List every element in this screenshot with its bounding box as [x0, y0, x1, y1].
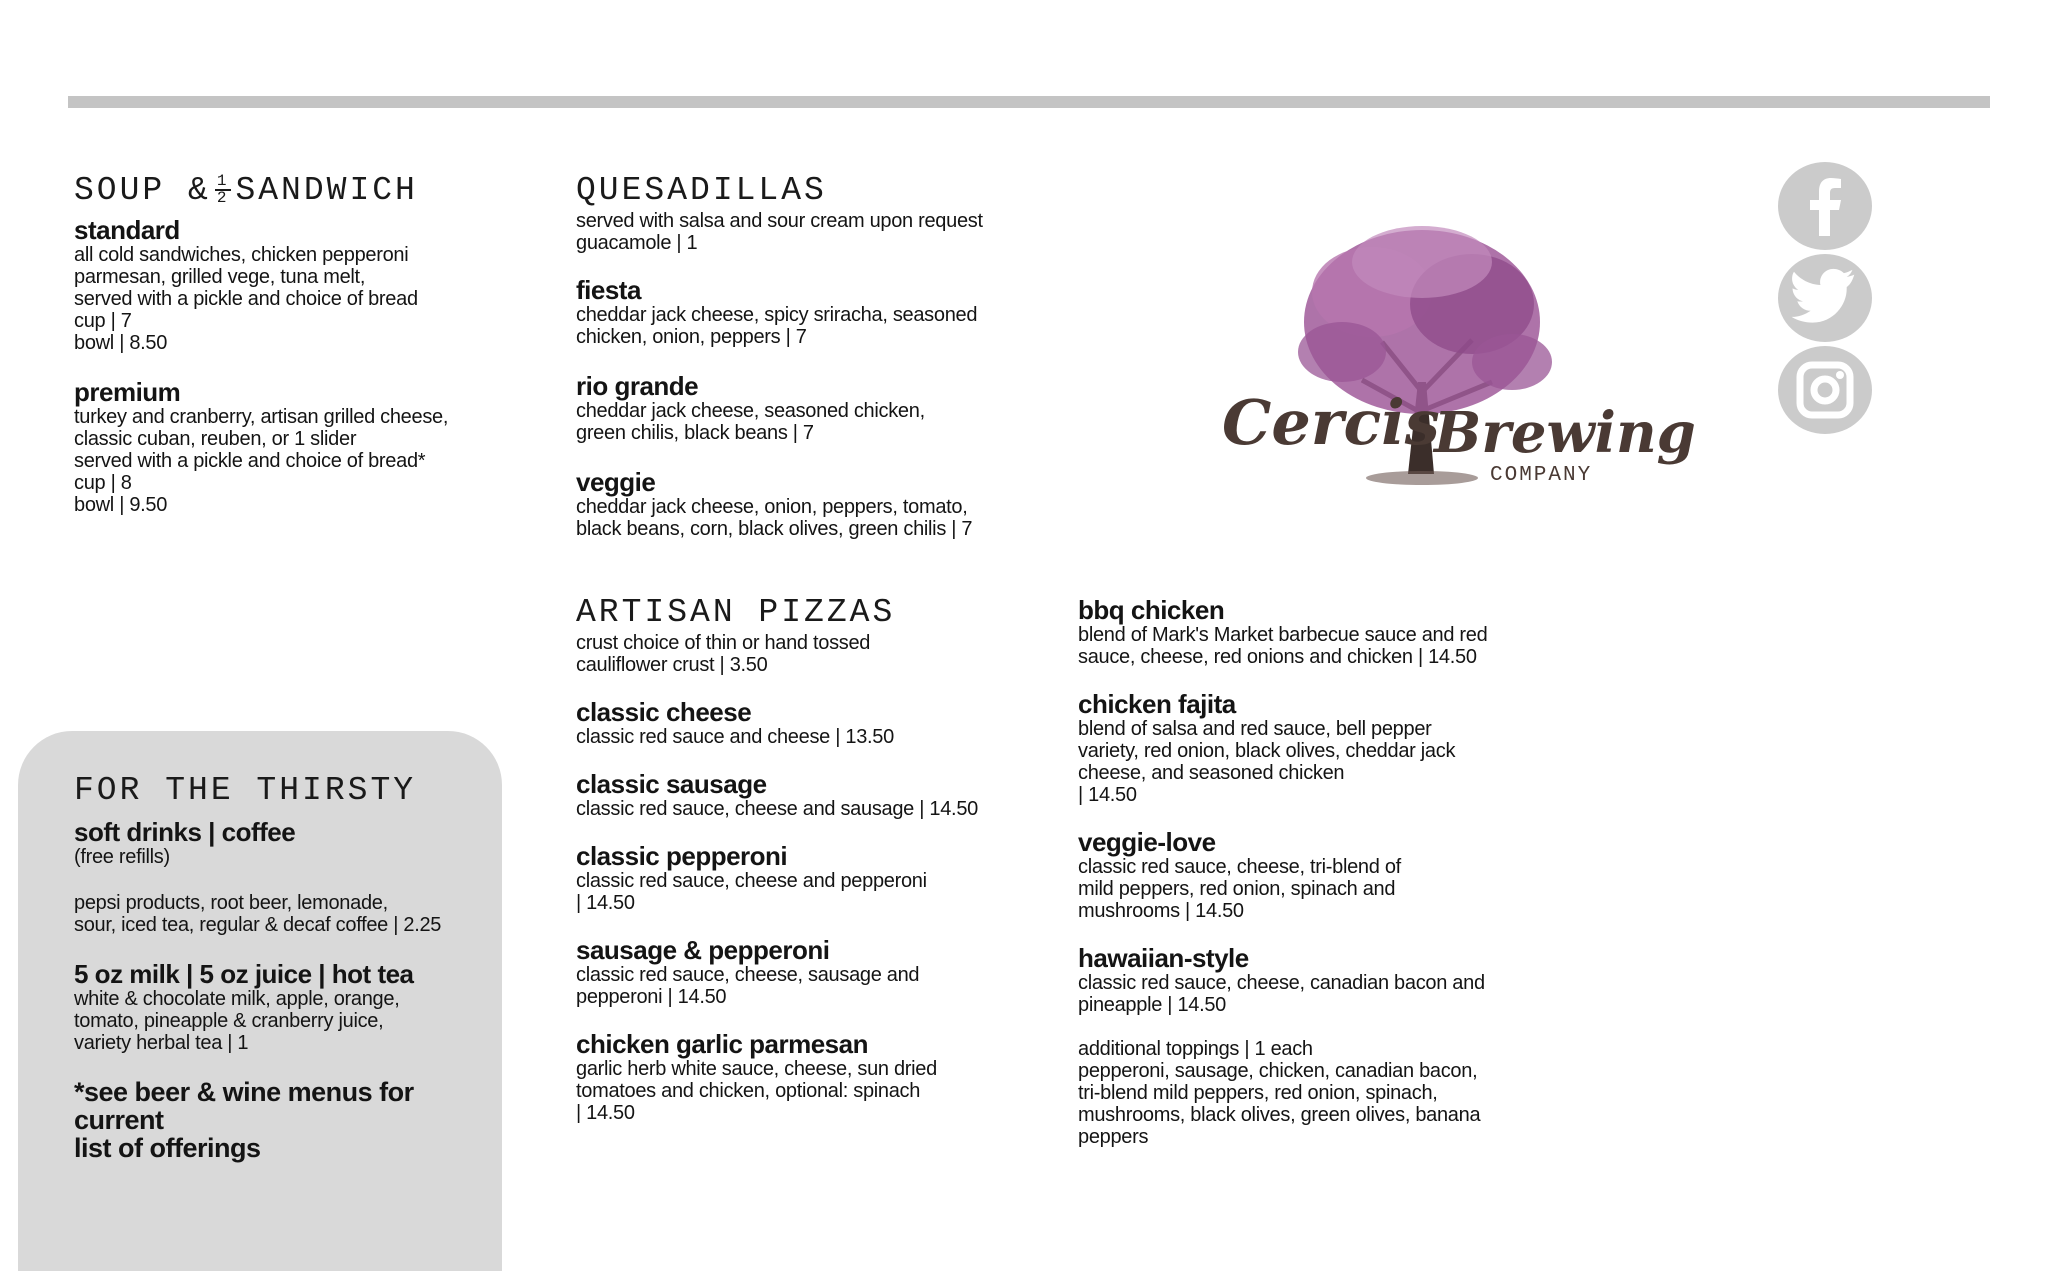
menu-item-name: chicken garlic parmesan	[576, 1029, 868, 1059]
menu-item	[74, 892, 504, 936]
facebook-icon	[1778, 162, 1872, 250]
text-line: list of offerings	[74, 1133, 261, 1163]
menu-item	[1078, 690, 1548, 806]
menu-item-description: pepperoni | 14.50	[576, 986, 727, 1008]
quesadillas-section	[576, 172, 1046, 564]
menu-item-description: classic red sauce and cheese | 13.50	[576, 726, 894, 748]
menu-item-description: parmesan, grilled vege, tuna melt,	[74, 266, 366, 288]
menu-item-description: tomatoes and chicken, optional: spinach	[576, 1080, 921, 1102]
menu-item-name: hawaiian-style	[1078, 943, 1249, 973]
pizzas-items-list	[576, 698, 1046, 1124]
instagram-icon	[1778, 346, 1872, 434]
brand-word-cercis: Cercis	[1222, 386, 1440, 459]
menu-item-description: pineapple | 14.50	[1078, 994, 1227, 1016]
menu-item-description: classic red sauce, cheese, canadian bacon and	[1078, 972, 1485, 994]
menu-item-name: soft drinks | coffee	[74, 817, 296, 847]
menu-item-name: fiesta	[576, 275, 641, 305]
text-line: pepperoni, sausage, chicken, canadian bacon,	[1078, 1060, 1478, 1082]
text-line: crust choice of thin or hand tossed	[576, 632, 871, 654]
menu-item-description: chicken, onion, peppers | 7	[576, 326, 807, 348]
menu-item-description: classic red sauce, cheese and pepperoni	[576, 870, 927, 892]
menu-item-description: mild peppers, red onion, spinach and	[1078, 878, 1396, 900]
menu-item-description: cheese, and seasoned chicken	[1078, 762, 1345, 784]
menu-item-description: tomato, pineapple & cranberry juice,	[74, 1010, 384, 1032]
quesadillas-intro	[576, 210, 1046, 254]
menu-item-description: classic red sauce, cheese, sausage and	[576, 964, 920, 986]
menu-item-name: sausage & pepperoni	[576, 935, 830, 965]
menu-item-description: bowl | 9.50	[74, 494, 168, 516]
menu-item	[74, 216, 514, 354]
menu-item-name: bbq chicken	[1078, 595, 1225, 625]
menu-item-name: 5 oz milk | 5 oz juice | hot tea	[74, 959, 414, 989]
menu-item-description: served with a pickle and choice of bread*	[74, 450, 426, 472]
half-fraction: $\frac{1}{2}$	[216, 172, 230, 208]
brand-company: COMPANY	[1490, 464, 1593, 487]
menu-item-description: garlic herb white sauce, cheese, sun dried	[576, 1058, 937, 1080]
quesadillas-items-list	[576, 276, 1046, 540]
menu-item	[576, 842, 1046, 914]
artisan-pizzas-heading: ARTISAN PIZZAS	[576, 594, 896, 631]
menu-item-name: veggie	[576, 467, 656, 497]
menu-item-name: veggie-love	[1078, 827, 1216, 857]
artisan-pizzas-section-2	[1078, 596, 1548, 1170]
menu-item-name: classic pepperoni	[576, 841, 788, 871]
menu-item	[576, 1030, 1046, 1124]
menu-item	[74, 960, 504, 1054]
menu-item	[1078, 944, 1548, 1016]
menu-item	[1078, 828, 1548, 922]
menu-item-description: (free refills)	[74, 846, 170, 868]
soup-sandwich-section	[74, 172, 514, 540]
menu-item-description: | 14.50	[576, 1102, 635, 1124]
menu-item-description: blend of salsa and red sauce, bell pepper	[1078, 718, 1432, 740]
thirsty-items-list	[74, 818, 504, 1054]
soup-items-list	[74, 216, 514, 516]
menu-item	[576, 468, 1046, 540]
menu-item-description: green chilis, black beans | 7	[576, 422, 814, 444]
menu-item-description: cup | 7	[74, 310, 132, 332]
menu-item-description: pepsi products, root beer, lemonade,	[74, 892, 388, 914]
quesadillas-heading: QUESADILLAS	[576, 172, 827, 209]
cercis-brewing-logo	[1222, 212, 1696, 488]
menu-item-description: | 14.50	[1078, 784, 1137, 806]
menu-item-name: rio grande	[576, 371, 699, 401]
text-line: additional toppings | 1 each	[1078, 1038, 1313, 1060]
menu-item	[576, 372, 1046, 444]
menu-item	[74, 378, 514, 516]
top-divider-bar	[68, 96, 1990, 108]
text-line: cauliflower crust | 3.50	[576, 654, 768, 676]
pizzas-items-list-2	[1078, 596, 1548, 1016]
soup-sandwich-heading: SOUP & $\frac{1}{2}$ SANDWICH	[74, 172, 418, 209]
menu-item-name: classic cheese	[576, 697, 752, 727]
menu-item-description: sour, iced tea, regular & decaf coffee | 2.25	[74, 914, 442, 936]
menu-item	[1078, 596, 1548, 668]
menu-item-description: turkey and cranberry, artisan grilled cheese,	[74, 406, 449, 428]
menu-item-description: variety herbal tea | 1	[74, 1032, 249, 1054]
menu-item-description: served with a pickle and choice of bread	[74, 288, 418, 310]
instagram-button[interactable]	[1778, 346, 1872, 434]
menu-item-name: premium	[74, 377, 181, 407]
text-line: mushrooms, black olives, green olives, banana	[1078, 1104, 1481, 1126]
menu-item-description: classic red sauce, cheese and sausage | 14.50	[576, 798, 978, 820]
text-line: guacamole | 1	[576, 232, 698, 254]
menu-item-description: all cold sandwiches, chicken pepperoni	[74, 244, 409, 266]
menu-item-description: cheddar jack cheese, onion, peppers, tomato,	[576, 496, 968, 518]
text-line: tri-blend mild peppers, red onion, spinach,	[1078, 1082, 1438, 1104]
facebook-button[interactable]	[1778, 162, 1872, 250]
menu-item	[576, 770, 1046, 820]
menu-item-description: variety, red onion, black olives, cheddar jack	[1078, 740, 1456, 762]
thirsty-heading: FOR THE THIRSTY	[74, 772, 417, 809]
menu-item-description: classic red sauce, cheese, tri-blend of	[1078, 856, 1401, 878]
menu-item-name: chicken fajita	[1078, 689, 1236, 719]
twitter-button[interactable]	[1778, 254, 1872, 342]
menu-item-name: standard	[74, 215, 180, 245]
additional-toppings	[1078, 1038, 1548, 1148]
menu-item	[576, 698, 1046, 748]
menu-item-description: cheddar jack cheese, spicy sriracha, seasoned	[576, 304, 978, 326]
menu-item	[576, 276, 1046, 348]
text-line: *see beer & wine menus for current	[74, 1077, 414, 1135]
menu-item-description: cheddar jack cheese, seasoned chicken,	[576, 400, 925, 422]
artisan-pizzas-section	[576, 594, 1046, 1146]
twitter-icon	[1778, 254, 1872, 342]
for-the-thirsty-section	[74, 772, 504, 1162]
text-line: peppers	[1078, 1126, 1149, 1148]
menu-item-name: classic sausage	[576, 769, 767, 799]
menu-item-description: bowl | 8.50	[74, 332, 168, 354]
menu-item-description: white & chocolate milk, apple, orange,	[74, 988, 400, 1010]
beer-wine-note	[74, 1078, 504, 1162]
menu-item-description: sauce, cheese, red onions and chicken | 14.50	[1078, 646, 1477, 668]
menu-item-description: black beans, corn, black olives, green chilis | 7	[576, 518, 973, 540]
menu-item	[74, 818, 504, 868]
menu-item-description: classic cuban, reuben, or 1 slider	[74, 428, 357, 450]
menu-item	[576, 936, 1046, 1008]
brand-word-brewing: Brewing	[1434, 400, 1696, 466]
menu-item-description: mushrooms | 14.50	[1078, 900, 1244, 922]
menu-item-description: | 14.50	[576, 892, 635, 914]
pizzas-intro	[576, 632, 1046, 676]
text-line: served with salsa and sour cream upon request	[576, 210, 983, 232]
menu-item-description: blend of Mark's Market barbecue sauce and red	[1078, 624, 1488, 646]
menu-item-description: cup | 8	[74, 472, 132, 494]
